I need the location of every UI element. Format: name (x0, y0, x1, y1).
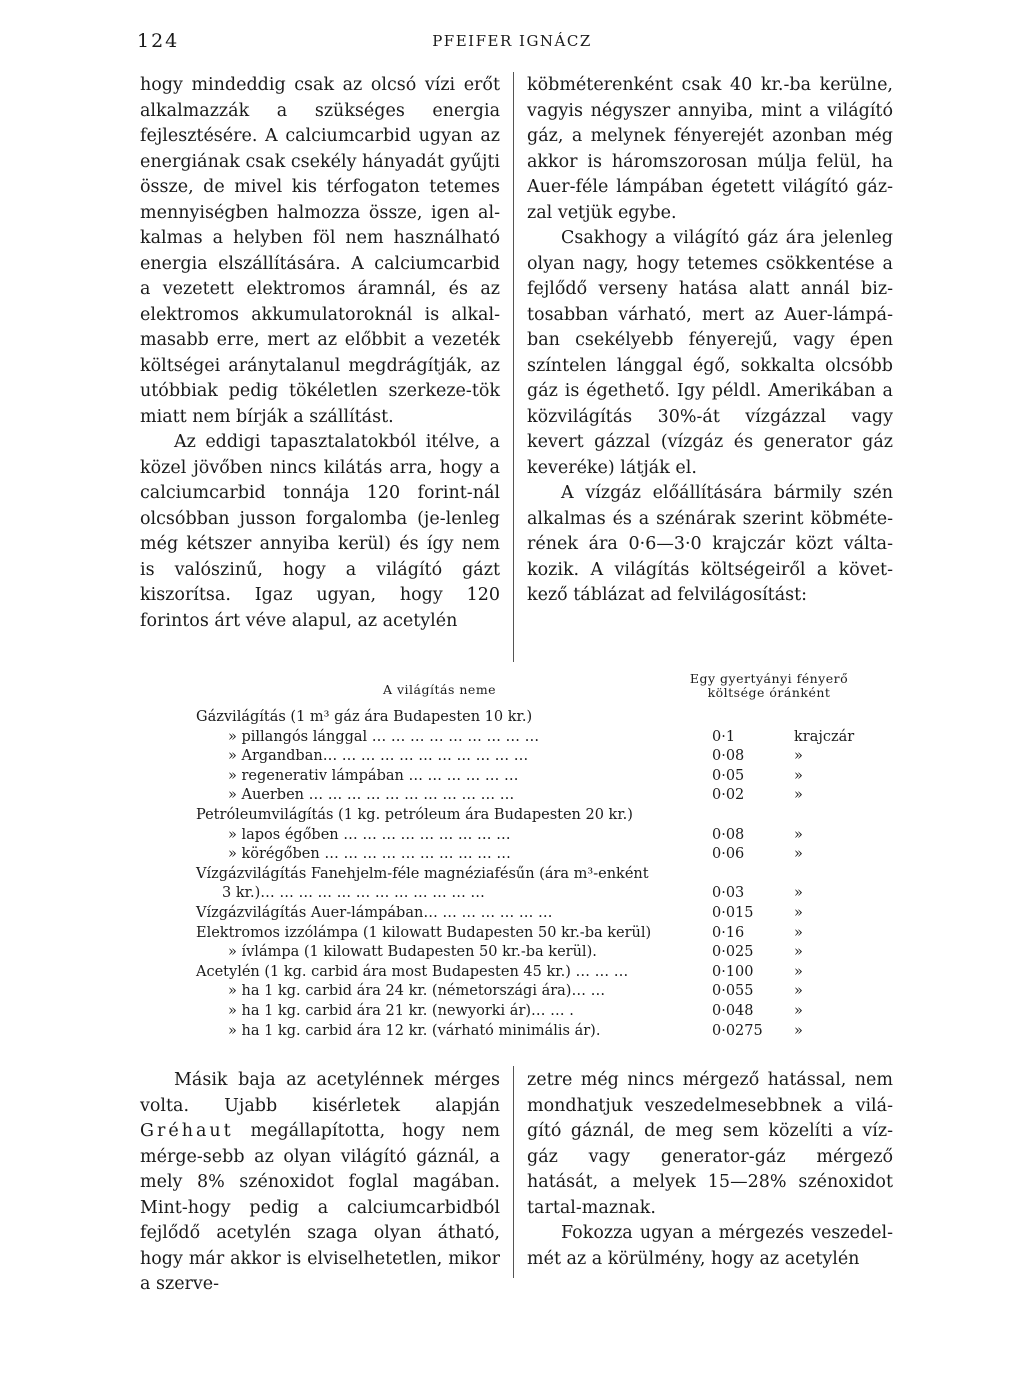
table-row (196, 925, 856, 944)
row-unit: » (794, 885, 803, 902)
row-value: 0·08 (712, 826, 745, 843)
row-label: Gázvilágítás (1 m³ gáz ára Budapesten 10 kr.) (196, 709, 533, 725)
row-unit: » (794, 944, 803, 961)
paragraph-text: Másik baja az acetylénnek mérges volta. Ujabb kisérletek alapján (140, 1070, 500, 1116)
row-unit: » (794, 1022, 803, 1039)
table-row (196, 905, 856, 924)
row-value: 0·02 (712, 787, 745, 804)
row-label: » ha 1 kg. carbid ára 21 kr. (newyorki ár)… … . (228, 1003, 574, 1019)
row-unit: » (794, 1003, 803, 1019)
row-unit: » (794, 924, 803, 941)
table-row (196, 748, 856, 767)
row-value: 0·055 (712, 983, 754, 1000)
row-unit: » (794, 963, 803, 980)
row-label: » regenerativ lámpában … … … … … … (228, 767, 519, 784)
lighting-cost-table (196, 672, 856, 1042)
row-unit: krajczár (794, 728, 855, 745)
table-row (196, 944, 856, 963)
table-header-cost-line2: költsége óránként (707, 685, 831, 700)
table-header-type: A világítás neme (383, 682, 497, 697)
paragraph: Fokozza ugyan a mérgezés veszedel-mét az a körülmény, hogy az acetylén (527, 1223, 893, 1269)
table-row (196, 983, 856, 1002)
column-divider (513, 72, 514, 662)
row-value: 0·025 (712, 944, 754, 961)
row-label: » Argandban… … … … … … … … … … … (228, 748, 529, 765)
row-value: 0·08 (712, 748, 745, 765)
row-label: » lapos égőben … … … … … … … … … (228, 826, 511, 843)
row-label: Vízgázvilágítás Auer-lámpában… … … … … … … (196, 905, 553, 921)
row-unit: » (794, 905, 803, 921)
row-unit: » (794, 748, 803, 765)
row-label: Petróleumvilágítás (1 kg. petróleum ára Budapesten 20 kr.) (196, 807, 633, 823)
table-row (196, 964, 856, 983)
paragraph: A vízgáz előállítására bármily szén alkalmas és a szénárak szerint köbméte-rének ára 0·6—3·0 krajczár közt válta-kozik. A világítás költségeiről a követ-kező táblázat ad felvilágosítást: (527, 483, 893, 605)
row-label: » Auerben … … … … … … … … … … … (228, 787, 515, 804)
paragraph: Az eddigi tapasztalatokból itélve, a közel jövőben nincs kilátás arra, hogy a calciumcarbid tonnája 120 forint-nál olcsóbban jusson forgalomba (je-lenleg még kétszer annyiba kerül) és így nem is valószinű, hogy a világító gázt kiszorítsa. Igaz ugyan, hogy 120 forintos árt véve alapul, az acetylén (140, 432, 500, 631)
row-value: 0·05 (712, 767, 745, 784)
row-label: » ha 1 kg. carbid ára 12 kr. (várható minimális ár). (228, 1022, 601, 1039)
table-row (196, 709, 856, 728)
paragraph-text: megállapította, hogy nem mérge-sebb az olyan világító gáznál, a mely 8% szénoxidot foglal magában. Mint-hogy pedig a calciumcarbidból fejlődő acetylén szaga olyan átható, hogy már akkor is elviselhetetlen, mikor a szerve- (140, 1121, 500, 1294)
paragraph: köbméterenként csak 40 kr.-ba kerülne, vagyis négyszer annyiba, mint a világító gáz, a melynek fényerejét azonban még akkor is háromszorosan múlja felül, ha Auer-féle lámpában égetett világító gáz-zal vetjük egybe. (527, 75, 893, 223)
row-label: 3 kr.)… … … … … … … … … … … … (222, 885, 485, 902)
column-left-bottom (140, 1068, 500, 1298)
row-unit: » (794, 826, 803, 843)
row-value: 0·16 (712, 924, 745, 941)
table-row (196, 729, 856, 748)
row-unit: » (794, 767, 803, 784)
table-row (196, 866, 856, 885)
row-label: » ívlámpa (1 kilowatt Budapesten 50 kr.-ba kerül). (228, 944, 597, 961)
row-label: » pillangós lánggal … … … … … … … … … (228, 728, 540, 745)
page-number: 124 (137, 30, 180, 52)
column-left-top (140, 73, 500, 634)
row-value: 0·0275 (712, 1022, 763, 1039)
row-unit: » (794, 983, 803, 1000)
paragraph: hogy mindeddig csak az olcsó vízi erőt alkalmazzák a szükséges energia fejlesztésére. A calciumcarbid ugyan az energiának csak csekély hányadát gyűjti össze, de mivel kis térfogaton tetemes mennyiségben halmozza össze, igen al-kalmas a helyben föl nem használható energia elszállítására. A calciumcarbid a vezetett elektromos áramnál, és az elektromos akkumulatoroknál is alkal-masabb erre, mert az előbbit a vezeték költségei aránytalanul megdrágítják, az utóbbiak pedig tökéletlen szerkeze-tök miatt nem bírják a szállítást. (140, 75, 500, 427)
page-header (0, 30, 1024, 56)
row-label: » körégőben … … … … … … … … … … (228, 846, 511, 863)
paragraph (140, 1068, 500, 1298)
row-unit: » (794, 846, 803, 863)
table-row (196, 885, 856, 904)
row-value: 0·100 (712, 963, 754, 980)
table-row (196, 787, 856, 806)
table-row (196, 768, 856, 787)
table-row (196, 827, 856, 846)
row-label: Vízgázvilágítás Fanehjelm-féle magnéziafésűn (ára m³-enként (196, 865, 649, 882)
row-value: 0·06 (712, 846, 745, 863)
row-label: Acetylén (1 kg. carbid ára most Budapesten 45 kr.) … … … (196, 963, 629, 980)
paragraph: zetre még nincs mérgező hatással, nem mondhatjuk veszedelmesebbnek a vilá-gító gáznál, de meg sem közelíti a víz-gáz vagy generator-gáz mérgező hatását, a melyek 15—28% szénoxidot tartal-maznak. (527, 1070, 893, 1218)
row-value: 0·048 (712, 1003, 754, 1019)
table-header-cost-line1: Egy gyertyányi fényerő (689, 671, 849, 686)
column-right-bottom (527, 1068, 893, 1272)
table-row (196, 1003, 856, 1022)
table-header-cost (674, 672, 864, 700)
row-value: 0·03 (712, 885, 745, 902)
row-unit: » (794, 787, 803, 804)
row-label: » ha 1 kg. carbid ára 24 kr. (németországi ára)… … (228, 983, 606, 1000)
column-divider (513, 1066, 514, 1278)
row-value: 0·015 (712, 905, 754, 921)
table-row (196, 1023, 856, 1042)
row-value: 0·1 (712, 728, 736, 745)
row-label: Elektromos izzólámpa (1 kilowatt Budapesten 50 kr.-ba kerül) (196, 924, 652, 941)
author-name: Gréhaut (140, 1121, 234, 1141)
table-row (196, 846, 856, 865)
running-title: PFEIFER IGNÁCZ (432, 32, 592, 50)
table-row (196, 807, 856, 826)
paragraph: Csakhogy a világító gáz ára jelenleg olyan nagy, hogy tetemes csökkentése a fejlődő verseny hatása alatt annál biz-tosabban várható, mert az Auer-lámpá-ban csekélyebb fényerejű, vagy épen színtelen lánggal égő, sokkalta olcsóbb gáz is égethető. Igy példl. Amerikában a közvilágítás 30%-át vízgázzal vagy kevert gázzal (vízgáz és generator gáz keveréke) látják el. (527, 228, 893, 478)
column-right-top (527, 73, 893, 609)
